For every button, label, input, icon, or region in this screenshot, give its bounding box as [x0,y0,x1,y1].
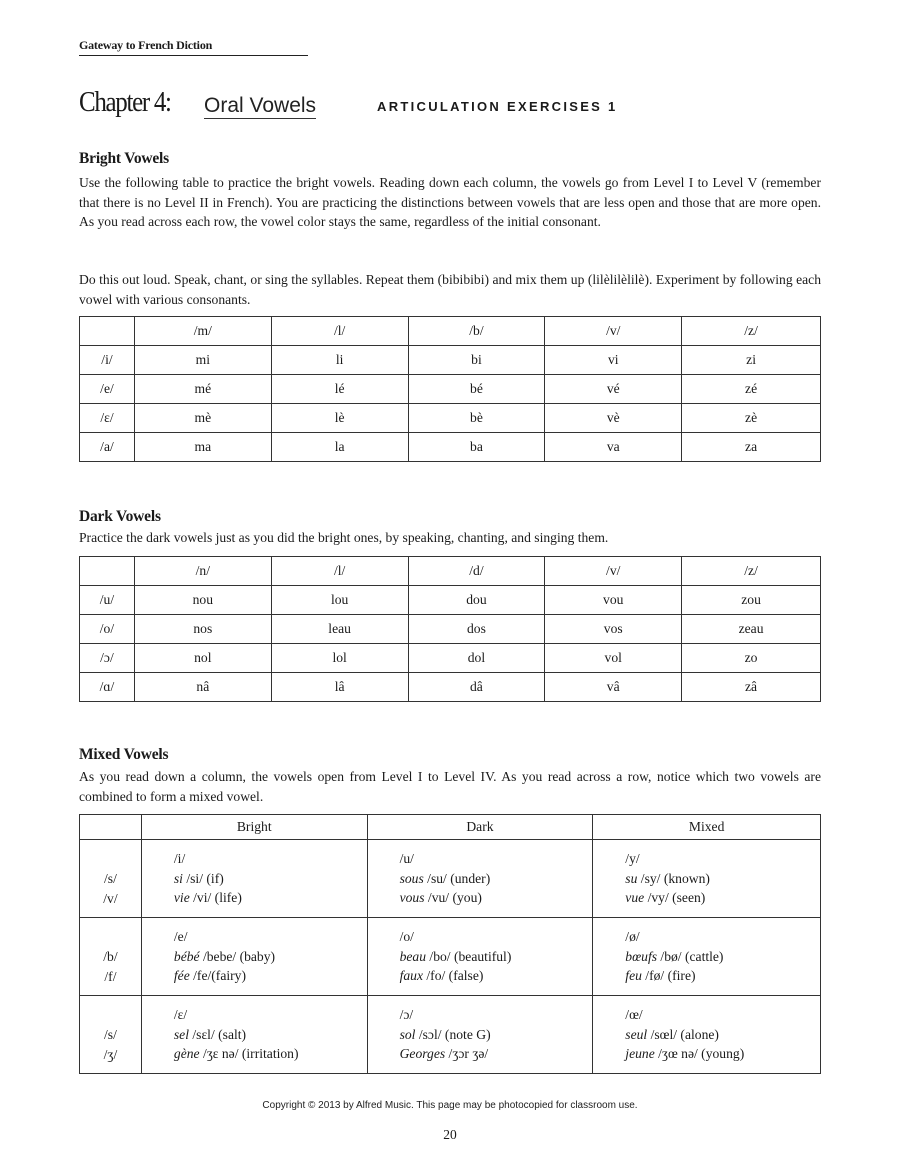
example-transcription: /si/ (if) [182,870,224,886]
example-transcription: /sɛl/ (salt) [189,1026,247,1042]
example-transcription: /fø/ (fire) [641,968,696,984]
example-word: beau [399,948,427,964]
table-header-cell: /l/ [271,557,408,586]
example-line [174,888,367,908]
table-cell: vol [545,644,682,673]
example-line [174,1025,367,1045]
table-header-cell: /d/ [408,557,545,586]
table-row [80,615,821,644]
example-transcription: /fe/(fairy) [189,968,246,984]
example-line [400,1044,593,1064]
table-cell: lè [271,404,408,433]
vowel-cell: /e/ [80,375,135,404]
vowel-cell: /ɛ/ [80,404,135,433]
example-line [625,1025,820,1045]
example-line [174,1044,367,1064]
example-transcription: /fo/ (false) [423,968,484,984]
example-cell [141,840,367,918]
example-word: faux [399,968,423,984]
example-word: gène [173,1046,200,1062]
vowel-symbol: /e/ [173,929,188,945]
example-transcription: /bo/ (beautiful) [426,948,512,964]
table-header-cell: Dark [367,815,593,840]
table-cell: dol [408,644,545,673]
table-row [80,375,821,404]
exercise-title: ARTICULATION EXERCISES 1 [377,99,618,114]
table-cell: zou [682,586,821,615]
table-header-cell [80,815,142,840]
table-cell: vou [545,586,682,615]
table-cell: nâ [134,673,271,702]
vowel-symbol: /y/ [625,851,640,867]
vowel-cell: /ɑ/ [80,673,135,702]
example-word: seul [625,1026,648,1042]
consonant-label: /f/ [104,968,117,984]
example-cell [367,840,593,918]
dark-vowels-title: Dark Vowels [79,508,161,525]
example-cell [593,996,821,1074]
table-cell: leau [271,615,408,644]
table-cell: bé [408,375,545,404]
example-word: bœufs [625,948,658,964]
example-cell [367,996,593,1074]
table-cell: li [271,346,408,375]
vowel-symbol: /ø/ [625,929,640,945]
example-transcription: /sɔl/ (note G) [415,1026,491,1042]
table-header-row [80,557,821,586]
table-cell: dâ [408,673,545,702]
table-cell: la [271,433,408,462]
example-word: Georges [399,1046,446,1062]
example-line [400,869,593,889]
example-line [400,1025,593,1045]
table-row [80,433,821,462]
example-transcription: /ʒœ nə/ (young) [654,1046,745,1062]
example-transcription: /vy/ (seen) [644,890,706,906]
vowel-cell: /o/ [80,615,135,644]
example-transcription: /ʒɛ nə/ (irritation) [199,1046,299,1062]
table-header-cell: Mixed [593,815,821,840]
example-transcription: /su/ (under) [423,870,491,886]
consonant-cell [80,918,142,996]
table-cell: zé [682,375,821,404]
table-row [80,673,821,702]
example-line [625,966,820,986]
vowel-symbol: /ɔ/ [399,1007,414,1023]
example-line [625,869,820,889]
table-cell: ma [134,433,271,462]
table-cell: mi [134,346,271,375]
bright-vowels-instructions: Do this out loud. Speak, chant, or sing the syllables. Repeat them (bibibibi) and mix them up (lilèlilèlilè). Experiment by following each vowel with various consonants. [79,272,821,307]
vowel-cell: /i/ [80,346,135,375]
table-row [80,346,821,375]
example-line [625,947,820,967]
table-row [80,996,821,1074]
vowel-cell: /a/ [80,433,135,462]
example-word: vue [625,890,645,906]
table-header-cell: /b/ [408,317,545,346]
example-line [625,1044,820,1064]
table-cell: va [545,433,682,462]
table-cell: zè [682,404,821,433]
example-transcription: /sy/ (known) [637,870,710,886]
example-word: jeune [625,1046,655,1062]
table-header-cell: /z/ [682,557,821,586]
consonant-label: /ʒ/ [103,1046,118,1062]
copyright-footer: Copyright © 2013 by Alfred Music. This page may be photocopied for classroom use. [262,1100,638,1111]
table-cell: ba [408,433,545,462]
chapter-subtitle: Oral Vowels [204,94,317,117]
example-cell [141,996,367,1074]
table-header-row [80,815,821,840]
consonant-cell [80,840,142,918]
example-word: sel [173,1026,189,1042]
vowel-cell: /u/ [80,586,135,615]
example-cell [593,918,821,996]
example-line [400,888,593,908]
table-cell: zeau [682,615,821,644]
page-number: 20 [443,1127,457,1142]
example-word: sol [399,1026,416,1042]
example-line [400,966,593,986]
example-line [174,966,367,986]
running-header: Gateway to French Diction [79,38,308,56]
table-cell: lâ [271,673,408,702]
table-cell: mè [134,404,271,433]
vowel-symbol: /i/ [173,851,186,867]
chapter-number: Chapter 4: [79,86,171,118]
example-transcription: /vu/ (you) [424,890,482,906]
dark-vowels-table [79,556,821,702]
bright-vowels-intro: Use the following table to practice the bright vowels. Reading down each column, the vowels go from Level I to Level V (remember that there is no Level II in French). You are practicing the distinctions between vowels that are less open and those that are more open. As you read across each row, the vowel color stays the same, regardless of the initial consonant. [79,175,821,229]
mixed-vowels-title: Mixed Vowels [79,746,169,763]
table-cell: nou [134,586,271,615]
example-cell [141,918,367,996]
table-cell: vè [545,404,682,433]
table-cell: vos [545,615,682,644]
consonant-label: /s/ [104,870,117,886]
chapter-heading [79,86,618,126]
table-cell: lol [271,644,408,673]
bright-vowels-title: Bright Vowels [79,150,169,167]
mixed-vowels-intro: As you read down a column, the vowels open from Level I to Level IV. As you read across a row, notice which two vowels are combined to form a mixed vowel. [79,769,821,804]
table-cell: vé [545,375,682,404]
table-header-cell [80,317,135,346]
example-line [625,888,820,908]
consonant-label: /v/ [103,890,118,906]
dark-vowels-intro: Practice the dark vowels just as you did the bright ones, by speaking, chanting, and singing them. [79,530,609,545]
example-word: sous [399,870,424,886]
example-transcription: /bø/ (cattle) [657,948,724,964]
example-word: fée [173,968,190,984]
consonant-cell [80,996,142,1074]
example-word: su [625,870,638,886]
vowel-symbol: /ɛ/ [173,1007,188,1023]
example-transcription: /bebe/ (baby) [199,948,276,964]
example-word: bébé [173,948,200,964]
example-transcription: /ʒɔr ʒə/ [445,1046,489,1062]
table-cell: mé [134,375,271,404]
table-cell: zi [682,346,821,375]
bright-vowels-table [79,316,821,462]
table-header-cell: /v/ [545,557,682,586]
vowel-cell: /ɔ/ [80,644,135,673]
vowel-symbol: /u/ [399,851,414,867]
table-cell: vi [545,346,682,375]
example-word: vie [173,890,190,906]
table-cell: za [682,433,821,462]
table-cell: zâ [682,673,821,702]
table-cell: zo [682,644,821,673]
table-cell: lou [271,586,408,615]
vowel-symbol: /o/ [399,929,414,945]
consonant-label: /s/ [104,1026,117,1042]
table-cell: bè [408,404,545,433]
table-row [80,918,821,996]
table-row [80,404,821,433]
example-word: feu [625,968,642,984]
example-cell [593,840,821,918]
example-word: si [173,870,183,886]
table-row [80,586,821,615]
table-header-cell: /v/ [545,317,682,346]
table-header-cell: /n/ [134,557,271,586]
example-word: vous [399,890,425,906]
table-header-row [80,317,821,346]
example-line [400,947,593,967]
table-header-cell: /z/ [682,317,821,346]
table-row [80,840,821,918]
table-cell: dou [408,586,545,615]
example-transcription: /sœl/ (alone) [647,1026,719,1042]
example-transcription: /vi/ (life) [189,890,242,906]
table-cell: vâ [545,673,682,702]
table-header-cell: /l/ [271,317,408,346]
table-header-cell: Bright [141,815,367,840]
table-cell: nos [134,615,271,644]
table-header-cell: /m/ [134,317,271,346]
table-header-cell [80,557,135,586]
consonant-label: /b/ [103,948,118,964]
table-cell: bi [408,346,545,375]
mixed-vowels-table [79,814,821,1074]
vowel-symbol: /œ/ [625,1007,643,1023]
example-line [174,869,367,889]
table-cell: dos [408,615,545,644]
example-line [174,947,367,967]
table-cell: nol [134,644,271,673]
table-cell: lé [271,375,408,404]
table-row [80,644,821,673]
example-cell [367,918,593,996]
